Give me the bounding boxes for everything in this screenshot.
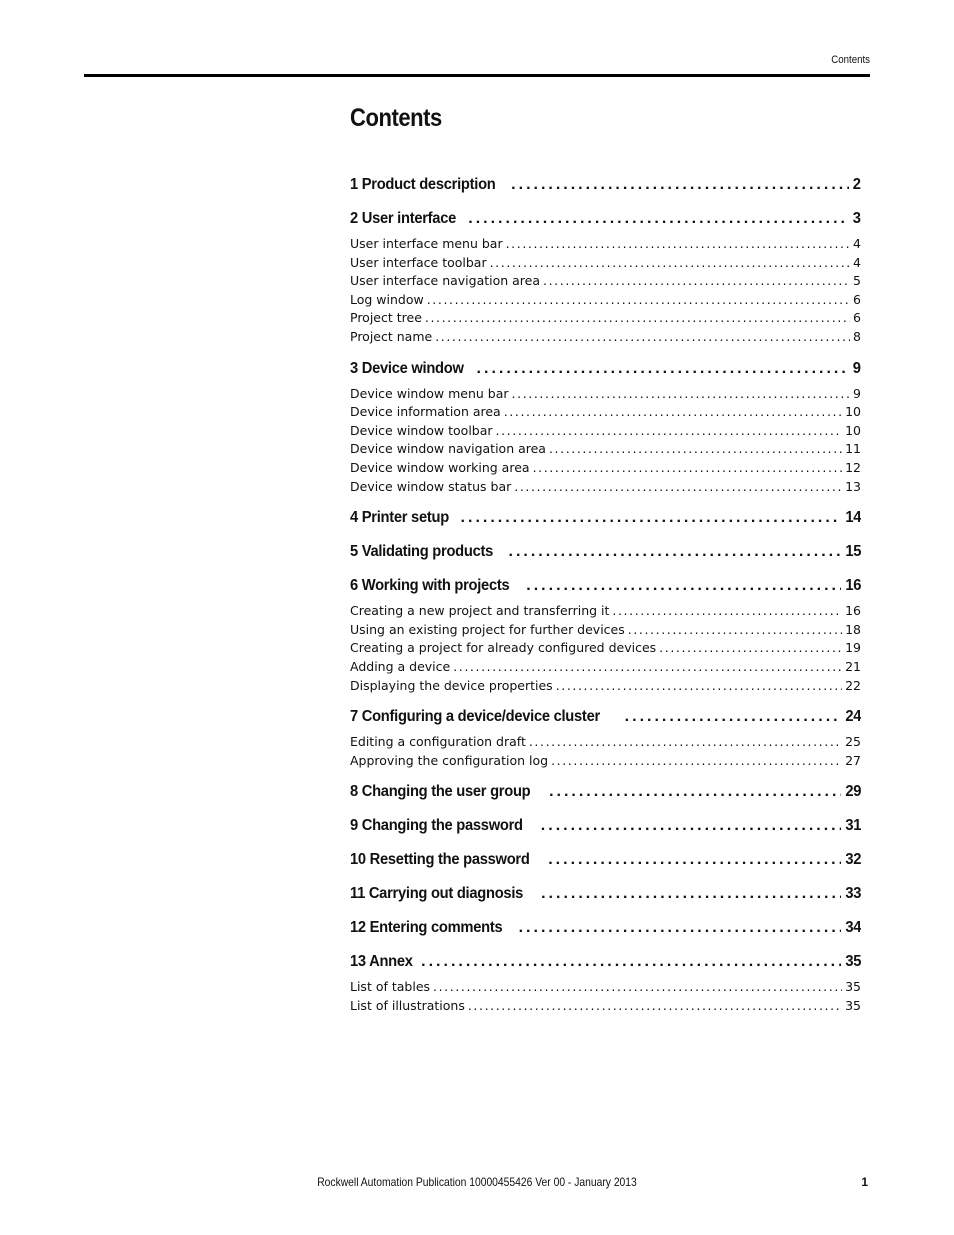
- toc-entry-working-with-projects[interactable]: [350, 577, 861, 599]
- toc-subentry-label: Creating a project for already configured devices: [350, 640, 657, 656]
- toc-subentry-page: 35: [845, 997, 861, 1013]
- toc-subentry-label: Displaying the device properties: [350, 677, 553, 693]
- toc-subentry-page: 5: [853, 273, 861, 289]
- toc-subentry-label: Device window working area: [350, 459, 530, 475]
- dot-leader: [548, 851, 841, 869]
- toc-section: [350, 919, 861, 941]
- toc-subentry-page: 27: [845, 752, 861, 768]
- toc-subentry-page: 21: [845, 658, 861, 674]
- toc-entry-label: 5 Validating products: [350, 543, 494, 561]
- toc-entry-page: 24: [845, 708, 861, 726]
- dot-leader: [526, 577, 841, 595]
- toc-subentry-label: User interface toolbar: [350, 254, 487, 270]
- dot-leader: [514, 479, 842, 494]
- toc-subentry[interactable]: [350, 753, 861, 772]
- toc-subentry-label: List of illustrations: [350, 997, 465, 1013]
- toc-entry-resetting-password[interactable]: [350, 851, 861, 873]
- page-title: Contents: [350, 104, 442, 132]
- toc-subentry-page: 9: [853, 385, 861, 401]
- toc-subentry-page: 13: [845, 478, 861, 494]
- toc-entry-page: 32: [845, 851, 861, 869]
- toc-entry-page: 29: [845, 783, 861, 801]
- toc-entry-label: 12 Entering comments: [350, 919, 503, 937]
- toc-subentry-label: User interface navigation area: [350, 273, 541, 289]
- table-of-contents: [350, 176, 861, 1028]
- toc-entry-printer-setup[interactable]: [350, 509, 861, 531]
- toc-subentry-label: Creating a new project and transferring it: [350, 603, 610, 619]
- toc-subentry[interactable]: [350, 479, 861, 498]
- toc-entry-carrying-out-diagnosis[interactable]: [350, 885, 861, 907]
- toc-subentry-label: List of tables: [350, 979, 431, 995]
- toc-subentry[interactable]: [350, 273, 861, 292]
- dot-leader: [549, 783, 841, 801]
- toc-subentry-page: 25: [845, 734, 861, 750]
- toc-entry-entering-comments[interactable]: [350, 919, 861, 941]
- toc-subentry-page: 4: [853, 254, 861, 270]
- toc-subentry[interactable]: [350, 678, 861, 697]
- dot-leader: [435, 329, 850, 344]
- toc-entry-label: 8 Changing the user group: [350, 783, 531, 801]
- dot-leader: [421, 953, 841, 971]
- toc-subentry-page: 16: [845, 603, 861, 619]
- toc-entry-label: 13 Annex: [350, 953, 413, 971]
- toc-entry-page: 9: [853, 359, 861, 377]
- toc-subentry-label: Log window: [350, 291, 424, 307]
- toc-subentry-page: 18: [845, 621, 861, 637]
- toc-section: [350, 543, 861, 565]
- toc-entry-device-window[interactable]: [350, 360, 861, 382]
- toc-entry-label: 4 Printer setup: [350, 509, 449, 527]
- dot-leader: [490, 255, 850, 270]
- toc-entry-page: 33: [845, 885, 861, 903]
- toc-entry-changing-password[interactable]: [350, 817, 861, 839]
- toc-subentry[interactable]: [350, 329, 861, 348]
- toc-entry-label: 2 User interface: [350, 210, 457, 227]
- dot-leader: [659, 640, 842, 655]
- toc-subentry-page: 22: [845, 677, 861, 693]
- toc-subentry-page: 8: [853, 328, 861, 344]
- toc-entry-validating-products[interactable]: [350, 543, 861, 565]
- toc-subentry[interactable]: [350, 603, 861, 622]
- dot-leader: [543, 273, 850, 288]
- toc-subentry-page: 11: [845, 441, 861, 457]
- dot-leader: [612, 603, 842, 618]
- toc-entry-page: 14: [845, 509, 861, 527]
- toc-section: [350, 509, 861, 531]
- toc-subentry-label: Editing a configuration draft: [350, 734, 526, 750]
- page-number: 1: [861, 1175, 868, 1189]
- toc-subentry[interactable]: [350, 310, 861, 329]
- toc-entry-label: 9 Changing the password: [350, 817, 523, 835]
- toc-subentry[interactable]: [350, 640, 861, 659]
- dot-leader: [509, 543, 841, 561]
- toc-subentry-label: Device information area: [350, 404, 501, 420]
- toc-subentry-label: User interface menu bar: [350, 236, 503, 251]
- dot-leader: [628, 622, 842, 637]
- toc-entry-page: 16: [845, 577, 861, 595]
- toc-entry-page: 3: [853, 210, 861, 227]
- dot-leader: [556, 678, 842, 693]
- dot-leader: [468, 998, 842, 1013]
- dot-leader: [496, 423, 843, 438]
- toc-subentry-page: 19: [845, 640, 861, 656]
- toc-entry-user-interface[interactable]: [350, 210, 861, 232]
- toc-subentry-page: 10: [845, 422, 861, 438]
- toc-subentry-label: Device window menu bar: [350, 385, 509, 401]
- toc-subentry-page: 6: [853, 310, 861, 326]
- toc-section: [350, 708, 861, 771]
- dot-leader: [427, 292, 850, 307]
- toc-subentry[interactable]: [350, 460, 861, 479]
- toc-subentry-label: Project tree: [350, 310, 422, 326]
- toc-subentry[interactable]: [350, 622, 861, 641]
- toc-subentry-page: 12: [845, 459, 861, 475]
- dot-leader: [511, 176, 849, 194]
- dot-leader: [453, 659, 842, 674]
- toc-subentry[interactable]: [350, 734, 861, 753]
- toc-subentry[interactable]: [350, 255, 861, 274]
- dot-leader: [541, 817, 841, 835]
- dot-leader: [461, 509, 841, 527]
- toc-section: [350, 953, 861, 1016]
- footer-publication: Rockwell Automation Publication 10000455426 Ver 00 - January 2013: [317, 1175, 637, 1189]
- toc-subentry[interactable]: [350, 979, 861, 998]
- toc-section: [350, 360, 861, 498]
- toc-subentry[interactable]: [350, 441, 861, 460]
- toc-entry-configuring-device[interactable]: [350, 708, 861, 730]
- toc-section: [350, 577, 861, 696]
- toc-entry-changing-user-group[interactable]: [350, 783, 861, 805]
- toc-entry-label: 6 Working with projects: [350, 577, 510, 595]
- toc-section: [350, 817, 861, 839]
- dot-leader: [529, 734, 842, 749]
- toc-subentry-label: Device window toolbar: [350, 422, 493, 438]
- toc-entry-product-description[interactable]: [350, 176, 861, 198]
- toc-subentry-page: 4: [853, 236, 861, 251]
- toc-entry-page: 31: [845, 817, 861, 835]
- toc-subentry-label: Adding a device: [350, 658, 451, 674]
- toc-subentry-page: 10: [845, 404, 861, 420]
- toc-entry-page: 35: [845, 953, 861, 971]
- toc-entry-label: 11 Carrying out diagnosis: [350, 885, 524, 903]
- toc-section: [350, 851, 861, 873]
- toc-entry-label: 1 Product description: [350, 176, 496, 193]
- dot-leader: [506, 236, 850, 251]
- toc-subentry[interactable]: [350, 292, 861, 311]
- toc-entry-label: 7 Configuring a device/device cluster: [350, 708, 600, 726]
- toc-entry-page: 34: [845, 919, 861, 937]
- dot-leader: [625, 708, 841, 726]
- dot-leader: [512, 386, 851, 401]
- dot-leader: [425, 310, 850, 325]
- toc-entry-page: 2: [853, 176, 861, 193]
- toc-subentry-label: Device window navigation area: [350, 441, 546, 457]
- toc-subentry-page: 35: [845, 979, 861, 995]
- toc-entry-label: 3 Device window: [350, 359, 464, 377]
- header-rule: [84, 74, 870, 77]
- dot-leader: [541, 885, 841, 903]
- dot-leader: [549, 441, 842, 456]
- dot-leader: [504, 404, 842, 419]
- toc-subentry-label: Device window status bar: [350, 478, 512, 494]
- toc-subentry[interactable]: [350, 659, 861, 678]
- running-head: Contents: [831, 54, 870, 66]
- dot-leader: [519, 919, 841, 937]
- dot-leader: [468, 210, 849, 228]
- toc-subentry[interactable]: [350, 404, 861, 423]
- toc-subentry[interactable]: [350, 998, 861, 1017]
- dot-leader: [551, 753, 842, 768]
- toc-section: [350, 885, 861, 907]
- toc-subentry[interactable]: [350, 423, 861, 442]
- toc-subentry-page: 6: [853, 291, 861, 307]
- dot-leader: [433, 979, 842, 994]
- toc-subentry-label: Using an existing project for further devices: [350, 621, 625, 637]
- toc-subentry-label: Approving the configuration log: [350, 752, 549, 768]
- toc-subentry[interactable]: [350, 236, 861, 255]
- dot-leader: [477, 360, 850, 378]
- toc-entry-annex[interactable]: [350, 953, 861, 975]
- toc-subentry-label: Project name: [350, 328, 433, 344]
- toc-section: [350, 210, 861, 348]
- dot-leader: [533, 460, 843, 475]
- toc-section: [350, 783, 861, 805]
- toc-section: [350, 176, 861, 198]
- toc-subentry[interactable]: [350, 386, 861, 405]
- toc-entry-label: 10 Resetting the password: [350, 851, 530, 869]
- toc-entry-page: 15: [845, 543, 861, 561]
